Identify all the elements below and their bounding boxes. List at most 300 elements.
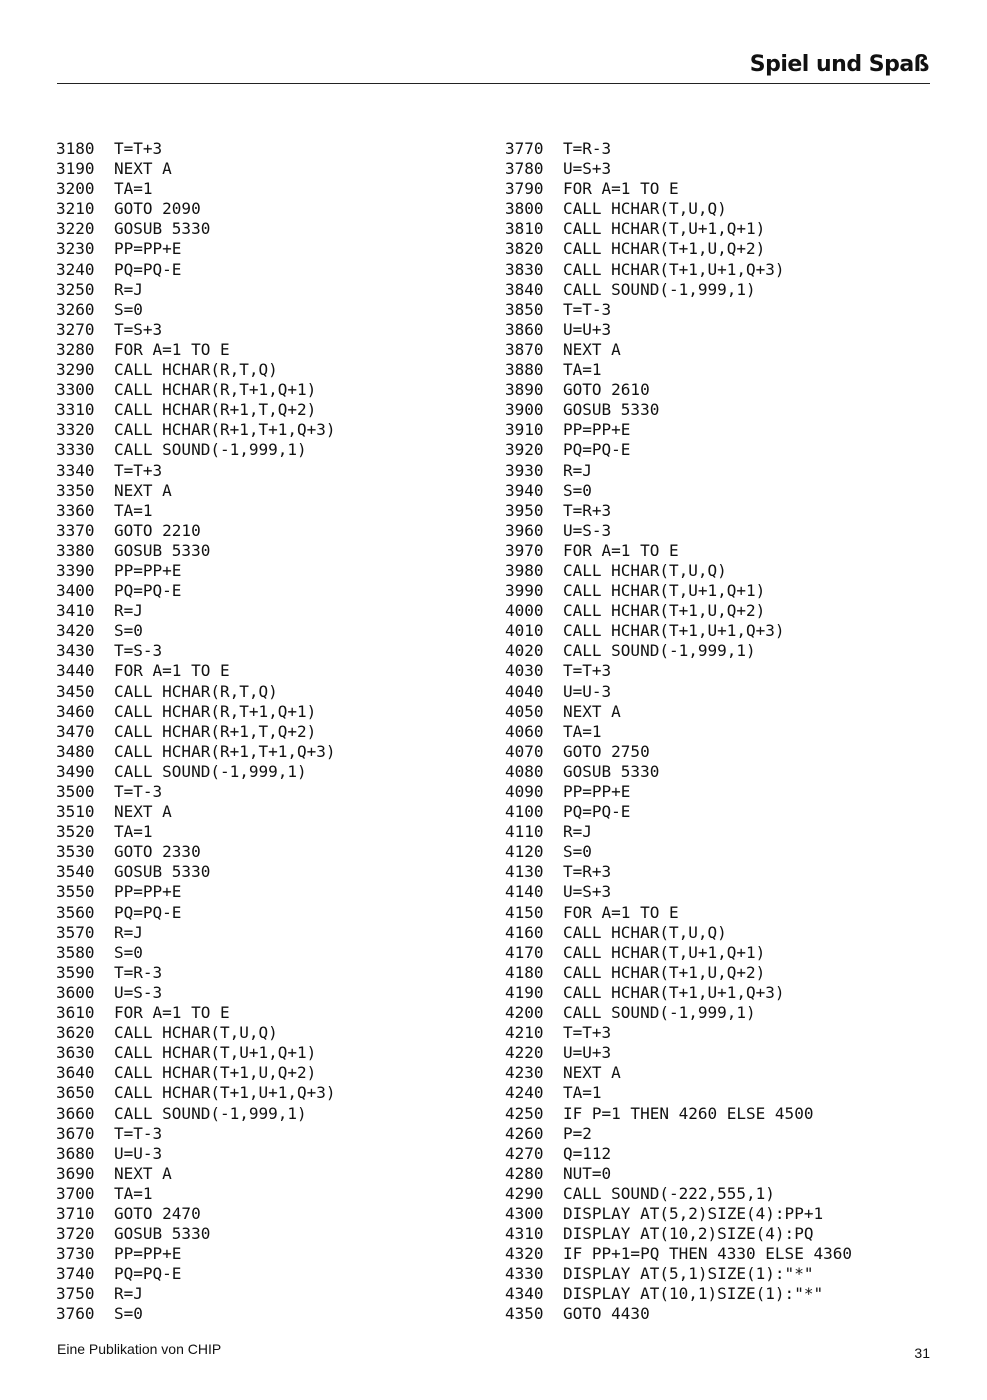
statement: CALL HCHAR(R,T,Q) — [114, 360, 278, 380]
line-number: 3590 — [56, 962, 95, 982]
code-line — [56, 219, 336, 239]
code-line — [505, 340, 852, 360]
line-number: 3570 — [56, 922, 95, 942]
statement: U=U+3 — [563, 1043, 612, 1063]
code-line — [56, 641, 336, 661]
statement: U=S-3 — [114, 982, 163, 1002]
code-line — [56, 380, 336, 400]
line-number: 3720 — [56, 1224, 95, 1244]
line-number: 4300 — [505, 1203, 544, 1223]
statement: CALL HCHAR(R+1,T,Q+2) — [114, 400, 317, 420]
code-line — [56, 440, 336, 460]
code-line — [505, 621, 852, 641]
line-number: 3940 — [505, 480, 544, 500]
line-number: 3260 — [56, 299, 95, 319]
line-number: 3950 — [505, 500, 544, 520]
line-number: 3550 — [56, 882, 95, 902]
statement: Q=112 — [563, 1143, 612, 1163]
line-number: 3640 — [56, 1063, 95, 1083]
statement: S=0 — [114, 621, 143, 641]
statement: CALL HCHAR(R+1,T+1,Q+3) — [114, 420, 336, 440]
line-number: 3460 — [56, 701, 95, 721]
statement: GOTO 2750 — [563, 741, 650, 761]
statement: CALL HCHAR(T+1,U,Q+2) — [563, 962, 766, 982]
statement: GOTO 4430 — [563, 1304, 650, 1324]
line-number: 4130 — [505, 862, 544, 882]
statement: CALL HCHAR(R,T+1,Q+1) — [114, 701, 317, 721]
line-number: 3850 — [505, 299, 544, 319]
line-number: 3650 — [56, 1083, 95, 1103]
statement: CALL HCHAR(T,U+1,Q+1) — [563, 942, 766, 962]
line-number: 3880 — [505, 360, 544, 380]
statement: GOTO 2090 — [114, 199, 201, 219]
line-number: 3780 — [505, 159, 544, 179]
code-line — [505, 1204, 852, 1224]
statement: T=S+3 — [114, 319, 163, 339]
code-line — [56, 1284, 336, 1304]
line-number: 4060 — [505, 721, 544, 741]
line-number: 4220 — [505, 1043, 544, 1063]
code-line — [56, 1244, 336, 1264]
line-number: 4140 — [505, 882, 544, 902]
line-number: 3480 — [56, 741, 95, 761]
line-number: 4230 — [505, 1063, 544, 1083]
statement: GOSUB 5330 — [563, 400, 660, 420]
code-line — [505, 1144, 852, 1164]
line-number: 3310 — [56, 400, 95, 420]
statement: TA=1 — [563, 1083, 602, 1103]
code-line — [505, 641, 852, 661]
code-line — [56, 862, 336, 882]
page-number: 31 — [914, 1345, 930, 1361]
statement: PQ=PQ-E — [114, 581, 182, 601]
line-number: 3250 — [56, 279, 95, 299]
statement: GOTO 2610 — [563, 380, 650, 400]
code-line — [56, 400, 336, 420]
code-line — [505, 923, 852, 943]
code-line — [56, 1104, 336, 1124]
statement: CALL HCHAR(T+1,U,Q+2) — [114, 1063, 317, 1083]
listing-column-left — [56, 139, 336, 1325]
statement: GOTO 2210 — [114, 520, 201, 540]
line-number: 4280 — [505, 1163, 544, 1183]
statement: T=T+3 — [114, 460, 163, 480]
statement: CALL SOUND(-1,999,1) — [114, 1103, 307, 1123]
statement: PP=PP+E — [114, 239, 182, 259]
statement: PQ=PQ-E — [114, 1264, 182, 1284]
statement: T=T+3 — [563, 661, 612, 681]
code-line — [505, 461, 852, 481]
code-line — [56, 983, 336, 1003]
line-number: 3500 — [56, 782, 95, 801]
line-number: 3670 — [56, 1123, 95, 1143]
code-line — [56, 1063, 336, 1083]
statement: PP=PP+E — [563, 420, 631, 440]
line-number: 3960 — [505, 520, 544, 540]
statement: IF P=1 THEN 4260 ELSE 4500 — [563, 1103, 814, 1123]
code-line — [505, 702, 852, 722]
line-number: 3510 — [56, 802, 95, 822]
statement: CALL SOUND(-1,999,1) — [563, 279, 756, 299]
code-line — [56, 581, 336, 601]
statement: TA=1 — [114, 1183, 153, 1203]
line-number: 3830 — [505, 259, 544, 279]
listing-column-right — [505, 139, 852, 1325]
line-number: 3870 — [505, 339, 544, 359]
code-line — [56, 702, 336, 722]
statement: NEXT A — [563, 339, 621, 359]
statement: CALL HCHAR(T+1,U,Q+2) — [563, 601, 766, 621]
code-line — [505, 882, 852, 902]
statement: U=U+3 — [563, 319, 612, 339]
code-line — [505, 420, 852, 440]
line-number: 3190 — [56, 159, 95, 179]
code-line — [505, 1043, 852, 1063]
statement: GOSUB 5330 — [563, 761, 660, 781]
line-number: 3350 — [56, 480, 95, 500]
code-line — [505, 1124, 852, 1144]
statement: CALL HCHAR(T,U,Q) — [563, 560, 727, 580]
line-number: 4050 — [505, 701, 544, 721]
code-line — [505, 983, 852, 1003]
line-number: 4210 — [505, 1023, 544, 1043]
code-line — [505, 561, 852, 581]
statement: CALL HCHAR(T,U,Q) — [563, 199, 727, 219]
line-number: 3470 — [56, 721, 95, 741]
code-line — [505, 1164, 852, 1184]
code-line — [56, 762, 336, 782]
line-number: 3430 — [56, 641, 95, 661]
code-line — [505, 1063, 852, 1083]
line-number: 3290 — [56, 360, 95, 380]
line-number: 3630 — [56, 1043, 95, 1063]
statement: CALL HCHAR(R+1,T,Q+2) — [114, 721, 317, 741]
line-number: 4040 — [505, 681, 544, 701]
code-line — [505, 1104, 852, 1124]
line-number: 3690 — [56, 1163, 95, 1183]
statement: S=0 — [563, 842, 592, 862]
code-line — [56, 1184, 336, 1204]
statement: T=R-3 — [114, 962, 163, 982]
code-line — [505, 1184, 852, 1204]
line-number: 4070 — [505, 741, 544, 761]
code-line — [505, 1264, 852, 1284]
line-number: 3340 — [56, 460, 95, 480]
statement: CALL HCHAR(T,U,Q) — [563, 922, 727, 942]
code-line — [505, 601, 852, 621]
statement: U=U-3 — [563, 681, 612, 701]
code-line — [56, 179, 336, 199]
line-number: 3740 — [56, 1264, 95, 1284]
line-number: 4260 — [505, 1123, 544, 1143]
statement: DISPLAY AT(5,2)SIZE(4):PP+1 — [563, 1203, 824, 1223]
code-line — [56, 420, 336, 440]
code-line — [505, 400, 852, 420]
line-number: 3770 — [505, 139, 544, 158]
code-line — [56, 882, 336, 902]
line-number: 4030 — [505, 661, 544, 681]
line-number: 3220 — [56, 219, 95, 239]
statement: GOSUB 5330 — [114, 540, 211, 560]
code-line — [56, 300, 336, 320]
line-number: 3890 — [505, 380, 544, 400]
line-number: 3580 — [56, 942, 95, 962]
statement: CALL SOUND(-222,555,1) — [563, 1183, 775, 1203]
code-line — [505, 802, 852, 822]
statement: R=J — [114, 601, 143, 621]
statement: S=0 — [114, 299, 143, 319]
footer-publication: Eine Publikation von CHIP — [57, 1341, 222, 1357]
line-number: 4240 — [505, 1083, 544, 1103]
statement: S=0 — [563, 480, 592, 500]
line-number: 4200 — [505, 1003, 544, 1023]
line-number: 3410 — [56, 601, 95, 621]
code-line — [56, 963, 336, 983]
code-line — [505, 782, 852, 802]
statement: DISPLAY AT(5,1)SIZE(1):"*" — [563, 1264, 814, 1284]
statement: GOSUB 5330 — [114, 862, 211, 882]
line-number: 4150 — [505, 902, 544, 922]
line-number: 3620 — [56, 1023, 95, 1043]
line-number: 3360 — [56, 500, 95, 520]
line-number: 3820 — [505, 239, 544, 259]
code-line — [505, 1083, 852, 1103]
code-line — [56, 521, 336, 541]
line-number: 3330 — [56, 440, 95, 460]
line-number: 3180 — [56, 139, 95, 158]
statement: DISPLAY AT(10,1)SIZE(1):"*" — [563, 1284, 824, 1304]
line-number: 3990 — [505, 581, 544, 601]
code-line — [56, 1043, 336, 1063]
line-number: 4010 — [505, 621, 544, 641]
statement: CALL SOUND(-1,999,1) — [114, 761, 307, 781]
code-line — [56, 923, 336, 943]
statement: TA=1 — [563, 360, 602, 380]
line-number: 3750 — [56, 1284, 95, 1304]
code-line — [505, 722, 852, 742]
line-number: 3400 — [56, 581, 95, 601]
code-line — [505, 963, 852, 983]
code-line — [505, 300, 852, 320]
code-line — [56, 661, 336, 681]
line-number: 3230 — [56, 239, 95, 259]
statement: FOR A=1 TO E — [563, 902, 679, 922]
line-number: 4110 — [505, 822, 544, 842]
statement: FOR A=1 TO E — [114, 339, 230, 359]
code-line — [56, 1164, 336, 1184]
code-line — [56, 802, 336, 822]
statement: CALL HCHAR(T+1,U,Q+2) — [563, 239, 766, 259]
statement: T=R+3 — [563, 862, 612, 882]
code-line — [505, 320, 852, 340]
statement: R=J — [563, 822, 592, 842]
statement: NEXT A — [563, 701, 621, 721]
statement: CALL HCHAR(R,T+1,Q+1) — [114, 380, 317, 400]
statement: FOR A=1 TO E — [563, 179, 679, 199]
line-number: 3440 — [56, 661, 95, 681]
line-number: 4180 — [505, 962, 544, 982]
statement: U=S+3 — [563, 159, 612, 179]
statement: R=J — [114, 1284, 143, 1304]
statement: CALL HCHAR(R,T,Q) — [114, 681, 278, 701]
line-number: 4290 — [505, 1183, 544, 1203]
statement: NEXT A — [114, 480, 172, 500]
code-line — [56, 822, 336, 842]
line-number: 3560 — [56, 902, 95, 922]
statement: R=J — [563, 460, 592, 480]
line-number: 4340 — [505, 1284, 544, 1304]
statement: T=T-3 — [114, 782, 163, 801]
statement: T=S-3 — [114, 641, 163, 661]
code-line — [505, 742, 852, 762]
statement: CALL HCHAR(T+1,U+1,Q+3) — [563, 621, 785, 641]
code-line — [505, 842, 852, 862]
statement: PQ=PQ-E — [114, 902, 182, 922]
statement: FOR A=1 TO E — [563, 540, 679, 560]
line-number: 4080 — [505, 761, 544, 781]
code-line — [505, 1284, 852, 1304]
line-number: 3200 — [56, 179, 95, 199]
line-number: 3380 — [56, 540, 95, 560]
line-number: 3920 — [505, 440, 544, 460]
code-line — [505, 360, 852, 380]
statement: S=0 — [114, 942, 143, 962]
line-number: 4100 — [505, 802, 544, 822]
statement: U=U-3 — [114, 1143, 163, 1163]
statement: PP=PP+E — [114, 882, 182, 902]
code-line — [505, 481, 852, 501]
statement: T=T-3 — [563, 299, 612, 319]
statement: FOR A=1 TO E — [114, 1003, 230, 1023]
line-number: 3840 — [505, 279, 544, 299]
line-number: 3790 — [505, 179, 544, 199]
code-line — [505, 903, 852, 923]
code-line — [56, 501, 336, 521]
line-number: 3280 — [56, 339, 95, 359]
code-line — [505, 1023, 852, 1043]
line-number: 3700 — [56, 1183, 95, 1203]
statement: NEXT A — [563, 1063, 621, 1083]
code-line — [505, 440, 852, 460]
code-line — [56, 139, 336, 159]
line-number: 4020 — [505, 641, 544, 661]
statement: PP=PP+E — [563, 782, 631, 801]
statement: GOTO 2330 — [114, 842, 201, 862]
line-number: 3370 — [56, 520, 95, 540]
line-number: 3860 — [505, 319, 544, 339]
statement: T=T+3 — [114, 139, 163, 158]
statement: TA=1 — [563, 721, 602, 741]
code-line — [505, 1003, 852, 1023]
statement: GOSUB 5330 — [114, 1224, 211, 1244]
statement: CALL SOUND(-1,999,1) — [563, 641, 756, 661]
line-number: 3810 — [505, 219, 544, 239]
line-number: 3300 — [56, 380, 95, 400]
line-number: 3490 — [56, 761, 95, 781]
line-number: 3270 — [56, 319, 95, 339]
statement: T=T+3 — [563, 1023, 612, 1043]
statement: NEXT A — [114, 1163, 172, 1183]
code-line — [56, 1264, 336, 1284]
statement: CALL HCHAR(T,U+1,Q+1) — [114, 1043, 317, 1063]
code-line — [505, 199, 852, 219]
statement: GOSUB 5330 — [114, 219, 211, 239]
statement: IF PP+1=PQ THEN 4330 ELSE 4360 — [563, 1244, 852, 1264]
code-line — [505, 159, 852, 179]
line-number: 3390 — [56, 560, 95, 580]
statement: CALL SOUND(-1,999,1) — [563, 1003, 756, 1023]
statement: T=R+3 — [563, 500, 612, 520]
line-number: 4000 — [505, 601, 544, 621]
code-line — [56, 360, 336, 380]
line-number: 4190 — [505, 982, 544, 1002]
line-number: 3900 — [505, 400, 544, 420]
statement: P=2 — [563, 1123, 592, 1143]
statement: CALL HCHAR(T,U,Q) — [114, 1023, 278, 1043]
line-number: 3530 — [56, 842, 95, 862]
line-number: 3210 — [56, 199, 95, 219]
statement: T=T-3 — [114, 1123, 163, 1143]
line-number: 4270 — [505, 1143, 544, 1163]
statement: PQ=PQ-E — [563, 440, 631, 460]
code-line — [56, 340, 336, 360]
code-line — [505, 581, 852, 601]
code-line — [505, 762, 852, 782]
code-line — [505, 280, 852, 300]
line-number: 3320 — [56, 420, 95, 440]
statement: T=R-3 — [563, 139, 612, 158]
statement: NEXT A — [114, 159, 172, 179]
statement: R=J — [114, 279, 143, 299]
line-number: 4090 — [505, 782, 544, 801]
line-number: 3730 — [56, 1244, 95, 1264]
code-line — [505, 501, 852, 521]
statement: R=J — [114, 922, 143, 942]
code-line — [505, 1304, 852, 1324]
code-line — [56, 561, 336, 581]
statement: CALL HCHAR(T,U+1,Q+1) — [563, 581, 766, 601]
code-line — [56, 1003, 336, 1023]
code-line — [56, 1083, 336, 1103]
statement: U=S+3 — [563, 882, 612, 902]
code-line — [56, 742, 336, 762]
code-line — [505, 943, 852, 963]
line-number: 3450 — [56, 681, 95, 701]
code-line — [505, 380, 852, 400]
statement: PP=PP+E — [114, 560, 182, 580]
line-number: 3970 — [505, 540, 544, 560]
line-number: 4320 — [505, 1244, 544, 1264]
code-line — [505, 219, 852, 239]
code-line — [56, 1124, 336, 1144]
code-line — [56, 541, 336, 561]
code-line — [505, 1224, 852, 1244]
line-number: 3660 — [56, 1103, 95, 1123]
code-line — [56, 903, 336, 923]
line-number: 3600 — [56, 982, 95, 1002]
code-line — [56, 320, 336, 340]
code-line — [56, 1204, 336, 1224]
line-number: 4120 — [505, 842, 544, 862]
code-line — [56, 782, 336, 802]
line-number: 3800 — [505, 199, 544, 219]
line-number: 3910 — [505, 420, 544, 440]
code-line — [56, 1304, 336, 1324]
statement: U=S-3 — [563, 520, 612, 540]
code-line — [505, 1244, 852, 1264]
statement: DISPLAY AT(10,2)SIZE(4):PQ — [563, 1224, 814, 1244]
statement: NEXT A — [114, 802, 172, 822]
